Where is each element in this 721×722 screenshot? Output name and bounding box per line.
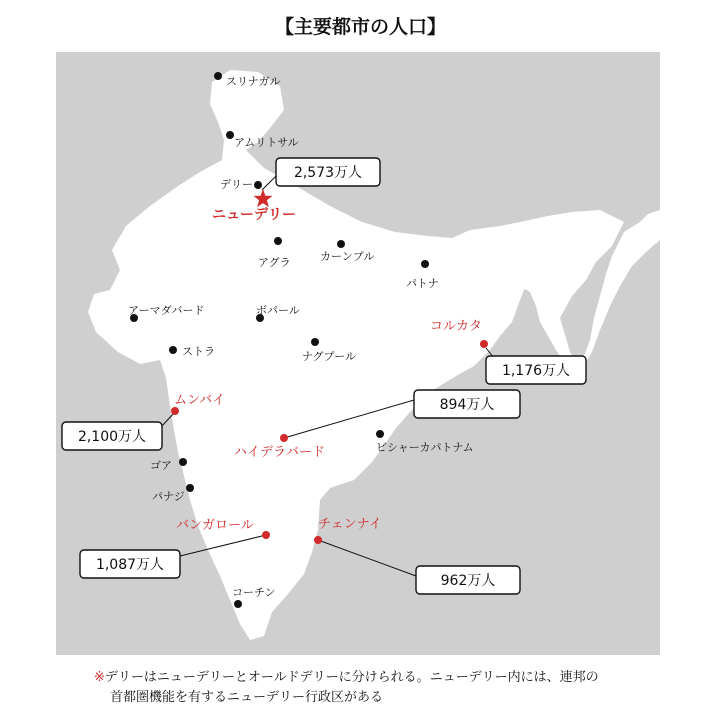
marker-patna <box>421 260 429 268</box>
label-patna: パトナ <box>406 277 439 290</box>
label-mumbai: ムンバイ <box>174 393 226 408</box>
label-bangalore: バンガロール <box>176 518 254 533</box>
label-bhopal: ボパール <box>256 304 300 317</box>
label-agra: アグラ <box>258 256 291 269</box>
label-nagpur: ナグプール <box>302 350 357 363</box>
population-kolkata: 1,176万人 <box>501 363 571 379</box>
label-surat: ストラ <box>182 345 215 358</box>
label-kolkata: コルカタ <box>430 319 483 334</box>
population-hyderabad: 894万人 <box>439 397 495 413</box>
label-ahmedabad: アーマダバード <box>128 304 205 317</box>
label-chennai: チェンナイ <box>318 517 382 532</box>
label-delhi: デリー <box>220 178 253 191</box>
marker-kanpur <box>337 240 345 248</box>
marker-chennai <box>314 536 322 544</box>
label-new-delhi: ニューデリー <box>212 207 296 223</box>
footnote-mark: ※ <box>94 670 105 685</box>
marker-kolkata <box>480 340 488 348</box>
marker-delhi <box>254 181 262 189</box>
marker-goa <box>179 458 187 466</box>
marker-panaji <box>186 484 194 492</box>
population-chennai: 962万人 <box>440 573 496 589</box>
marker-visakhapatnam <box>376 430 384 438</box>
population-bangalore: 1,087万人 <box>95 557 165 573</box>
population-new-delhi: 2,573万人 <box>293 165 363 181</box>
map-title: 【主要都市の人口】 <box>274 16 446 38</box>
marker-surat <box>169 346 177 354</box>
callout-hyderabad <box>414 390 520 418</box>
callout-bangalore <box>80 550 180 578</box>
label-panaji: パナジ <box>152 490 185 503</box>
marker-mumbai <box>171 407 179 415</box>
label-kanpur: カーンプル <box>320 250 375 263</box>
label-amritsar: アムリトサル <box>234 136 299 149</box>
marker-amritsar <box>226 131 234 139</box>
marker-srinagar <box>214 72 222 80</box>
label-goa: ゴア <box>150 459 172 472</box>
population-mumbai: 2,100万人 <box>77 429 147 445</box>
marker-kochi <box>234 600 242 608</box>
label-hyderabad: ハイデラバード <box>234 445 326 460</box>
footnote-line-2: 首都圏機能を有するニューデリー行政区がある <box>110 690 384 705</box>
label-visakhapatnam: ビシャーカパトナム <box>376 441 474 454</box>
marker-agra <box>274 237 282 245</box>
marker-hyderabad <box>280 434 288 442</box>
label-kochi: コーチン <box>232 586 276 599</box>
callout-chennai <box>416 566 520 594</box>
callout-kolkata <box>486 356 586 384</box>
marker-bangalore <box>262 531 270 539</box>
footnote <box>94 668 704 708</box>
footnote-line-1: デリーはニューデリーとオールドデリーに分けられる。ニューデリー内には、連邦の <box>104 670 599 685</box>
label-srinagar: スリナガル <box>226 75 281 88</box>
callout-new-delhi <box>276 158 380 186</box>
callout-mumbai <box>62 422 162 450</box>
marker-nagpur <box>311 338 319 346</box>
